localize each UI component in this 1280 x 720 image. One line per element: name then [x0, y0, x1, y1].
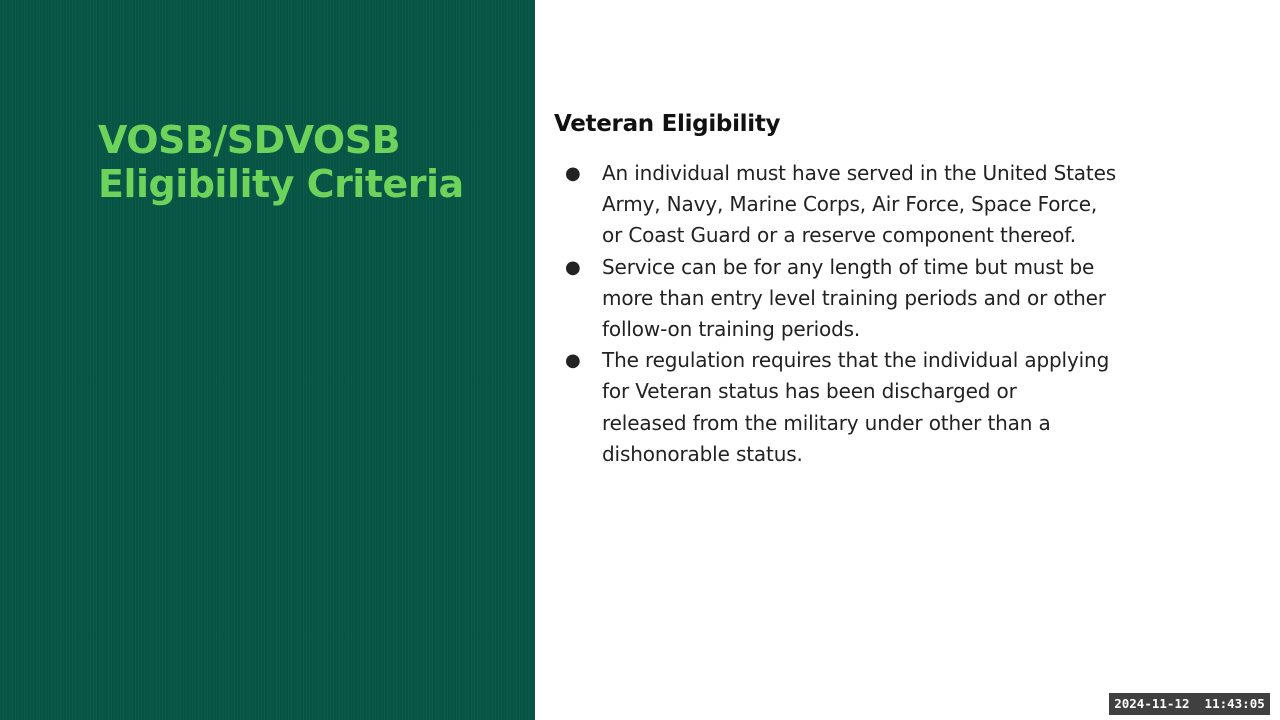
bullet-dot-icon: ● [565, 256, 581, 278]
bullet-dot-icon: ● [565, 350, 581, 372]
slide-title-line-2: Eligibility Criteria [98, 162, 464, 206]
bullet-text-line: The regulation requires that the individual applying [602, 348, 1110, 373]
section-heading: Veteran Eligibility [554, 111, 781, 137]
bullet-text-line: An individual must have served in the United States [602, 161, 1117, 185]
title-panel [0, 0, 535, 720]
bullet-text-line: follow-on training periods. [602, 317, 861, 342]
bullet-text-line: dishonorable status. [602, 441, 803, 466]
bullet-item-service-branches [562, 158, 1202, 252]
bullet-text-line: released from the military under other than a [602, 410, 1051, 435]
content-panel [535, 0, 1280, 720]
bullet-item-service-length [562, 252, 1202, 346]
bullet-text-line: Service can be for any length of time but must be [602, 254, 1095, 279]
bullet-text-line: Army, Navy, Marine Corps, Air Force, Space Force, [602, 192, 1098, 217]
bullet-item-discharge-status [562, 345, 1202, 470]
slide-title-line-1: VOSB/SDVOSB [98, 118, 401, 162]
bullet-text-line: or Coast Guard or a reserve component thereof. [602, 223, 1076, 248]
bullet-dot-icon: ● [565, 163, 581, 184]
bullet-list [562, 158, 1202, 470]
bullet-text-line: more than entry level training periods and or other [602, 285, 1106, 310]
timestamp-overlay: 2024-11-12 11:43:05 [1109, 693, 1270, 715]
bullet-text-line: for Veteran status has been discharged or [602, 379, 1017, 404]
slide-title [98, 118, 518, 206]
